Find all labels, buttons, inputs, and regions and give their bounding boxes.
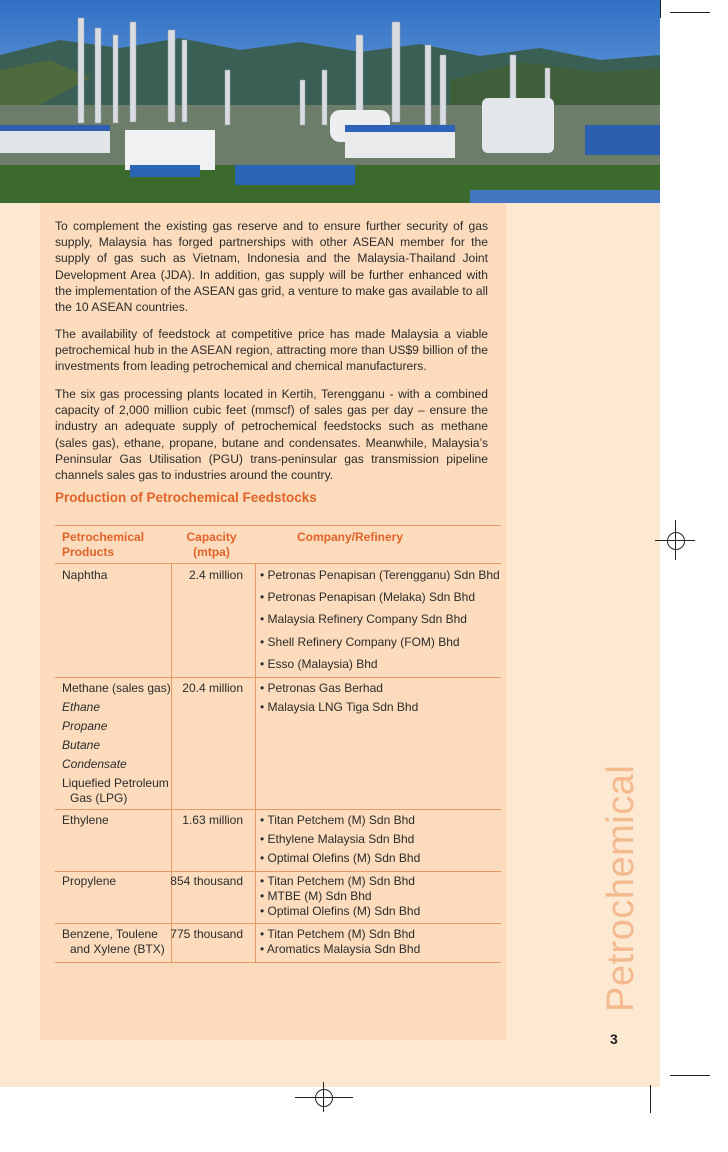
row-butane-product: Butane [62,738,101,752]
header-products-line2: Products [62,545,115,559]
row-propylene-product: Propylene [62,874,117,888]
row-ethylene-capacity: 1.63 million [182,813,243,827]
row-naphtha-company: • Esso (Malaysia) Bhd [260,657,378,671]
header-capacity-line1: Capacity [186,530,237,544]
table-bottom-rule [55,962,501,963]
row-btx-capacity: 775 thousand [170,927,243,941]
row-ethylene-company: • Titan Petchem (M) Sdn Bhd [260,813,415,827]
row-naphtha-company: • Shell Refinery Company (FOM) Bhd [260,635,460,649]
row-naphtha-company: • Petronas Penapisan (Melaka) Sdn Bhd [260,590,475,604]
row-methane-company: • Malaysia LNG Tiga Sdn Bhd [260,700,419,714]
row-btx-product: and Xylene (BTX) [70,942,165,956]
row-rule [55,923,501,924]
row-ethane-product: Ethane [62,700,101,714]
column-divider-2 [255,563,256,963]
paragraph-gas-plants: The six gas processing plants located in Kertih, Terengganu - with a combined capacity of 2,000 million cubic feet (mmscf) of sales gas per day – ensure the industry an adequate supply of petrochemical feedstocks such as methane (sales gas), ethane, propane, butane and condensates. Meanwhile, Malaysia’s Peninsular Gas Utilisation (PGU) trans-peninsular gas transmission pipeline channels sales gas to industries around the country. [55,387,488,483]
row-propylene-company: • Optimal Olefins (M) Sdn Bhd [260,904,421,918]
column-divider-1 [171,563,172,963]
row-rule [55,677,501,678]
row-condensate-product: Condensate [62,757,127,771]
sidebar-section-label: Petrochemical [600,764,642,1012]
row-propylene-company: • Titan Petchem (M) Sdn Bhd [260,874,415,888]
header-products [62,530,144,560]
row-ethylene-company: • Ethylene Malaysia Sdn Bhd [260,832,415,846]
row-methane-product: Methane (sales gas) [62,681,171,695]
row-propane-product: Propane [62,719,108,733]
header-company: Company/Refinery [297,530,404,544]
row-btx-company: • Aromatics Malaysia Sdn Bhd [260,942,421,956]
page-number: 3 [610,1031,618,1047]
row-naphtha-capacity: 2.4 million [188,568,243,582]
row-propylene-capacity: 854 thousand [170,874,243,888]
row-methane-capacity: 20.4 million [182,681,243,695]
row-propylene-company: • MTBE (M) Sdn Bhd [260,889,372,903]
table-top-rule [55,525,501,526]
section-title: Production of Petrochemical Feedstocks [55,490,317,505]
header-rule [55,563,501,564]
row-ethylene-company: • Optimal Olefins (M) Sdn Bhd [260,851,421,865]
row-rule [55,809,501,810]
paragraph-gas-supply: To complement the existing gas reserve and to ensure further security of gas supply, Malaysia has forged partnerships with other ASEAN member for the supply of gas such as Vietnam, Indonesia and the Malaysia-Thailand Joint Development Area (JDA). In addition, gas supply will be further enhanced with the implementation of the ASEAN gas grid, a venture to make gas available to all the 10 ASEAN countries. [55,219,488,315]
refinery-photo [0,0,660,203]
header-capacity [184,530,239,560]
row-naphtha-company: • Petronas Penapisan (Terengganu) Sdn Bhd [260,568,500,582]
header-products-line1: Petrochemical [62,530,145,544]
row-btx-product: Benzene, Toulene [62,927,158,941]
paragraph-feedstock: The availability of feedstock at competitive price has made Malaysia a viable petrochemical hub in the ASEAN region, attracting more than US$9 billion of the investments from leading petrochemical and chemical manufacturers. [55,327,488,374]
row-methane-company: • Petronas Gas Berhad [260,681,383,695]
row-btx-company: • Titan Petchem (M) Sdn Bhd [260,927,415,941]
row-lpg-product: Gas (LPG) [70,791,128,805]
row-naphtha-company: • Malaysia Refinery Company Sdn Bhd [260,612,467,626]
header-capacity-line2: (mtpa) [193,545,230,559]
row-lpg-product: Liquefied Petroleum [62,776,169,790]
row-ethylene-product: Ethylene [62,813,109,827]
row-rule [55,871,501,872]
row-naphtha-product: Naphtha [62,568,108,582]
